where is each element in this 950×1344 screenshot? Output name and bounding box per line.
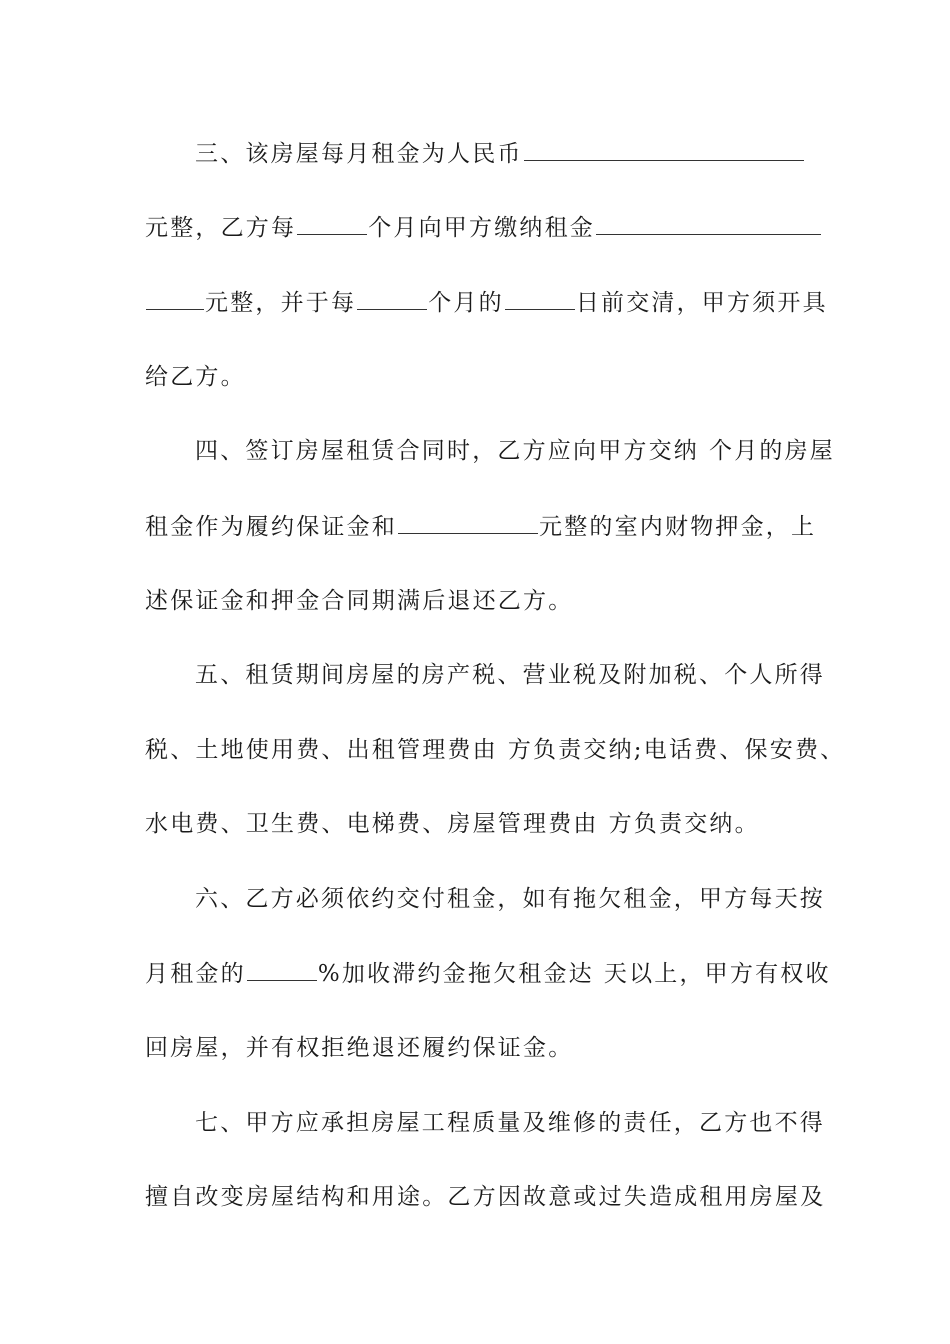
- clause-6-line-3: [145, 1033, 810, 1063]
- clause-5-text: 税、土地使用费、出租管理费由: [145, 737, 498, 763]
- deposit-amount-blank[interactable]: [398, 511, 538, 534]
- due-month-blank[interactable]: [357, 287, 427, 310]
- clause-4-text: 个月的房屋: [709, 438, 835, 464]
- clause-4-text: 元整的室内财物押金，上: [539, 514, 817, 540]
- clause-3-text: 给乙方。: [145, 364, 246, 390]
- due-day-blank[interactable]: [505, 287, 575, 310]
- clause-3-text: 日前交清，甲方须开具: [575, 290, 828, 316]
- rent-amount-blank[interactable]: [524, 138, 804, 161]
- clause-4-line-1: [195, 436, 835, 466]
- clause-6-text: %加收滞约金拖欠租金达: [317, 961, 594, 987]
- clause-5-text: 五、租赁期间房屋的房产税、营业税及附加税、个人所得: [195, 662, 825, 688]
- clause-3-line-2: [145, 212, 810, 242]
- clause-5-text: 方负责交纳。: [608, 811, 760, 837]
- clause-5-line-2: [145, 735, 846, 765]
- clause-3-text: 元整，并于每: [205, 290, 357, 316]
- clause-4-text: 述保证金和押金合同期满后退还乙方。: [145, 588, 574, 614]
- clause-6-text: 天以上，甲方有权收: [603, 961, 831, 987]
- clause-7-text: 七、甲方应承担房屋工程质量及维修的责任，乙方也不得: [195, 1110, 825, 1136]
- clause-5-text: 水电费、卫生费、电梯费、房屋管理费由: [145, 811, 599, 837]
- clause-6-text: 回房屋，并有权拒绝退还履约保证金。: [145, 1035, 574, 1061]
- clause-4-line-3: [145, 586, 810, 616]
- clause-4-line-2: [145, 511, 817, 541]
- clause-6-text: 月租金的: [145, 961, 246, 987]
- clause-5-line-1: [195, 660, 825, 690]
- clause-3-text: 个月的: [428, 290, 504, 316]
- clause-4-text: 租金作为履约保证金和: [145, 514, 397, 540]
- clause-7-text: 擅自改变房屋结构和用途。乙方因故意或过失造成租用房屋及: [145, 1184, 826, 1210]
- clause-6-text: 六、乙方必须依约交付租金，如有拖欠租金，甲方每天按: [195, 886, 825, 912]
- payment-period-blank[interactable]: [297, 212, 367, 235]
- payment-amount-blank[interactable]: [596, 212, 821, 235]
- payment-amount-blank-cont[interactable]: [146, 287, 204, 310]
- clause-3-text: 三、该房屋每月租金为人民币: [195, 141, 523, 167]
- clause-3-line-1: [195, 138, 810, 168]
- clause-7-line-2: [145, 1182, 826, 1212]
- clause-6-line-1: [195, 884, 825, 914]
- clause-5-text: 方负责交纳;电话费、保安费、: [507, 737, 846, 763]
- clause-3-line-3: [145, 287, 828, 317]
- clause-3-text: 个月向甲方缴纳租金: [368, 215, 596, 241]
- clause-3-line-4: [145, 362, 810, 392]
- clause-7-line-1: [195, 1108, 825, 1138]
- clause-6-line-2: [145, 958, 831, 988]
- late-fee-percent-blank[interactable]: [247, 958, 317, 981]
- clause-5-line-3: [145, 809, 810, 839]
- clause-3-text: 元整，乙方每: [145, 215, 297, 241]
- clause-4-text: 四、签订房屋租赁合同时，乙方应向甲方交纳: [195, 438, 699, 464]
